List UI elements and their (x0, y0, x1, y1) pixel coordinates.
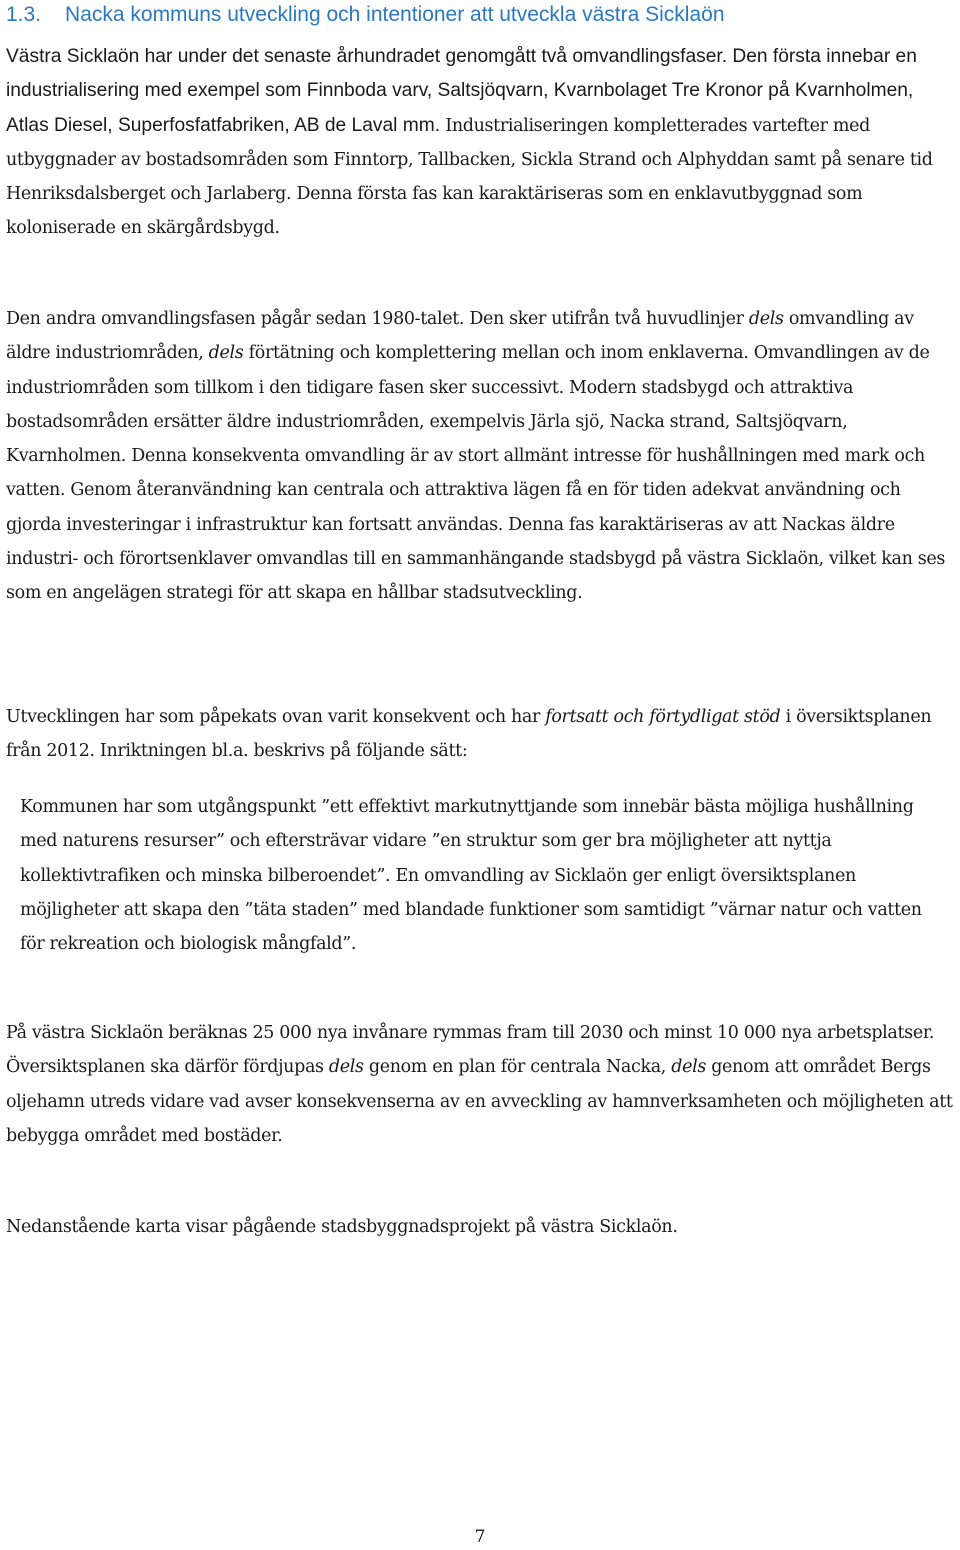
text-run: Den andra omvandlingsfasen pågår sedan 1980-talet. Den sker utifrån två huvudlinjer (6, 309, 749, 329)
paragraph-lead: Västra Sicklaön har under det senaste århundradet genomgått två omvandlingsfaser. Den första innebar en industrialisering med exempel som Finnboda varv, Saltsjöqvarn, Kvarnbolaget Tre Kronor på Kvarnholmen, Atlas Diesel, Superfosfatfabriken, AB de Laval mm. (6, 46, 917, 136)
paragraph-second-phase (6, 302, 958, 611)
text-run: Utvecklingen har som påpekats ovan varit konsekvent och har (6, 707, 546, 727)
section-title: Nacka kommuns utveckling och intentioner att utveckla västra Sicklaön (65, 3, 725, 26)
section-heading (6, 0, 956, 30)
emphasis-text: dels (748, 309, 784, 329)
emphasis-text: dels (208, 343, 244, 364)
paragraph-map-intro: Nedanstående karta visar pågående stadsbyggnadsprojekt på västra Sicklaön. (6, 1217, 678, 1237)
text-run: genom att området Bergs oljehamn utreds vidare vad avser konsekvenserna av en avveckling av hamnverksamheten och möjligheten att bebygga området med bostäder. (6, 1057, 953, 1146)
paragraph-industrialisation (6, 40, 958, 246)
emphasis-text: dels (671, 1057, 706, 1078)
plan-quote: Kommunen har som utgångspunkt ”ett effektivt markutnyttjande som innebär bästa möjliga hushållning med naturens resurser” och eftersträvar vidare ”en struktur som ger bra möjligheter att nyttja kollektivtrafiken och minska bilberoendet”. En omvandling av Sicklaön ger enligt översiktsplanen möjligheter att skapa den ”täta staden” med blandade funktioner som samtidigt ”värnar natur och vatten för rekreation och biologisk mångfald”. (20, 797, 922, 955)
text-run: i översiktsplanen från 2012. Inriktningen bl.a. beskrivs på följande sätt: (6, 707, 932, 762)
paragraph-population-target (6, 1016, 958, 1153)
page-number: 7 (474, 1527, 486, 1547)
text-run: På västra Sicklaön beräknas 25 000 nya invånare rymmas fram till 2030 och minst 10 000 nya arbetsplatser. Översiktsplanen ska därför fördjupas (6, 1023, 935, 1078)
text-run: genom en plan för centrala Nacka, (363, 1057, 672, 1078)
emphasis-text: fortsatt och förtydligat stöd (545, 707, 781, 727)
text-run: förtätning och komplettering mellan och inom enklaverna. Omvandlingen av de industriområden som tillkom i den tidigare fasen sker successivt. Modern stadsbygd och attraktiva bostadsområden ersätter äldre industriområden, exempelvis Järla sjö, Nacka strand, Saltsjöqvarn, Kvarnholmen. Denna konsekventa omvandling är av stort allmänt intresse för hushållningen med mark och vatten. Genom återanvändning kan centrala och attraktiva lägen få en för tiden adekvat användning och gjorda investeringar i infrastruktur kan fortsatt användas. Denna fas karaktäriseras av att Nackas äldre industri- och förortsenklaver omvandlas till en sammanhängande stadsbygd på västra Sicklaön, vilket kan ses som en angelägen strategi för att skapa en hållbar stadsutveckling. (6, 343, 945, 604)
section-number: 1.3. (6, 3, 42, 26)
paragraph-rest: Industrialiseringen kompletterades vartefter med utbyggnader av bostadsområden som Finntorp, Tallbacken, Sickla Strand och Alphyddan samt på senare tid Henriksdalsberget och Jarlaberg. Denna första fas kan karaktäriseras som en enklavutbyggnad som koloniserade en skärgårdsbygd. (6, 115, 933, 239)
emphasis-text: dels (328, 1057, 364, 1078)
paragraph-comprehensive-plan (6, 700, 958, 769)
text-run: omvandling av äldre industriområden, (6, 309, 914, 364)
